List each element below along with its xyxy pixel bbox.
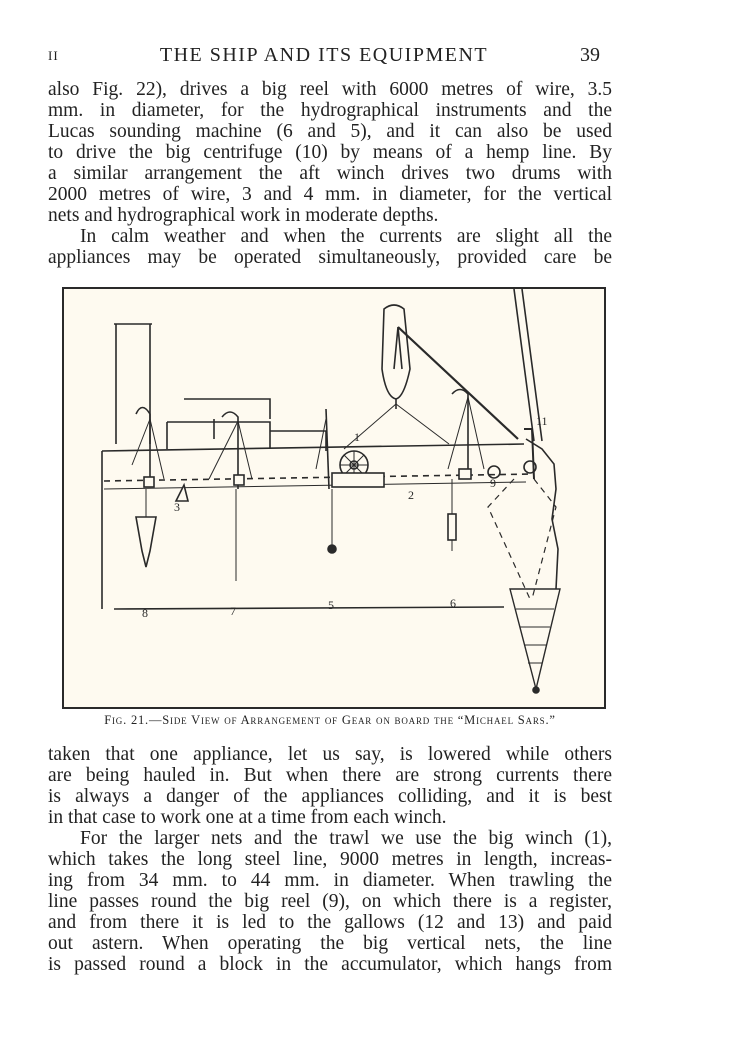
davit-7-stays xyxy=(209,421,252,479)
paragraph-calm-weather xyxy=(48,226,612,268)
chapter-number: II xyxy=(48,48,59,63)
label-5: 5 xyxy=(328,598,334,612)
page-title: THE SHIP AND ITS EQUIPMENT xyxy=(159,44,489,66)
trawl-net xyxy=(510,589,560,689)
winch-base xyxy=(332,473,384,487)
paragraph-collision xyxy=(48,744,612,828)
ship-diagram xyxy=(64,289,604,707)
label-11: 11 xyxy=(536,414,548,428)
text-line: which takes the long steel line, 9000 metres in length, increas- xyxy=(48,849,612,870)
text-line: taken that one appliance, let us say, is lowered while others xyxy=(48,744,612,765)
text-line: nets and hydrographical work in moderate depths. xyxy=(48,205,439,226)
label-3: 3 xyxy=(174,500,180,514)
text-line: a similar arrangement the aft winch drives two drums with xyxy=(48,163,612,184)
label-9: 9 xyxy=(490,476,496,490)
davit-6 xyxy=(452,390,468,480)
label-8: 8 xyxy=(142,606,148,620)
text-line: In calm weather and when the currents are slight all the xyxy=(80,226,612,247)
text-line: out astern. When operating the big vertical nets, the line xyxy=(48,933,612,954)
figure-caption: Fig. 21.—Side View of Arrangement of Gear on board the “Michael Sars.” xyxy=(104,713,556,727)
label-1: 1 xyxy=(354,430,360,444)
text-line: in that case to work one at a time from each winch. xyxy=(48,807,447,828)
text-line: are being hauled in. But when there are strong currents there xyxy=(48,765,612,786)
davit-8 xyxy=(136,408,150,488)
text-line: ing from 34 mm. to 44 mm. in diameter. When trawling the xyxy=(48,870,612,891)
figure-ship-side-view xyxy=(62,287,606,709)
text-line: For the larger nets and the trawl we use the big winch (1), xyxy=(80,828,612,849)
deckhouse-middle xyxy=(167,422,270,449)
weight-5 xyxy=(328,545,336,553)
label-7: 7 xyxy=(230,604,236,618)
label-6: 6 xyxy=(450,596,456,610)
running-header xyxy=(48,44,600,70)
page-number: 39 xyxy=(580,44,600,66)
funnel xyxy=(114,324,152,444)
text-line: Lucas sounding machine (6 and 5), and it can also be used xyxy=(48,121,612,142)
boom-head xyxy=(394,327,402,369)
shaft-line xyxy=(104,482,526,489)
trawl-path-right xyxy=(532,479,556,599)
instrument-6 xyxy=(448,514,456,540)
text-line: also Fig. 22), drives a big reel with 6000 metres of wire, 3.5 xyxy=(48,79,612,100)
text-line: and from there it is led to the gallows (12 and 13) and paid xyxy=(48,912,612,933)
text-line: appliances may be operated simultaneously, provided care be xyxy=(48,247,612,268)
net-8 xyxy=(136,517,156,567)
paragraph-big-winch xyxy=(48,828,612,975)
label-2: 2 xyxy=(408,488,414,502)
deck-line xyxy=(102,444,524,451)
text-line: is always a danger of the appliances colliding, and it is best xyxy=(48,786,612,807)
text-line: mm. in diameter, for the hydrographical instruments and the xyxy=(48,100,612,121)
trawl-weight xyxy=(533,687,539,693)
text-line: 2000 metres of wire, 3 and 4 mm. in diameter, for the vertical xyxy=(48,184,612,205)
keel-line xyxy=(114,607,504,609)
derrick-boom xyxy=(398,327,518,439)
deckhouse-upper xyxy=(184,399,270,419)
text-line: is passed round a block in the accumulator, which hangs from xyxy=(48,954,612,975)
paragraph-winch-drums xyxy=(48,79,612,226)
trawl-path-left xyxy=(488,479,530,599)
davit-6-stays xyxy=(448,397,484,469)
davit-8-stays xyxy=(132,419,164,479)
text-line: line passes round the big reel (9), on which there is a register, xyxy=(48,891,612,912)
text-line: to drive the big centrifuge (10) by means of a hemp line. By xyxy=(48,142,612,163)
